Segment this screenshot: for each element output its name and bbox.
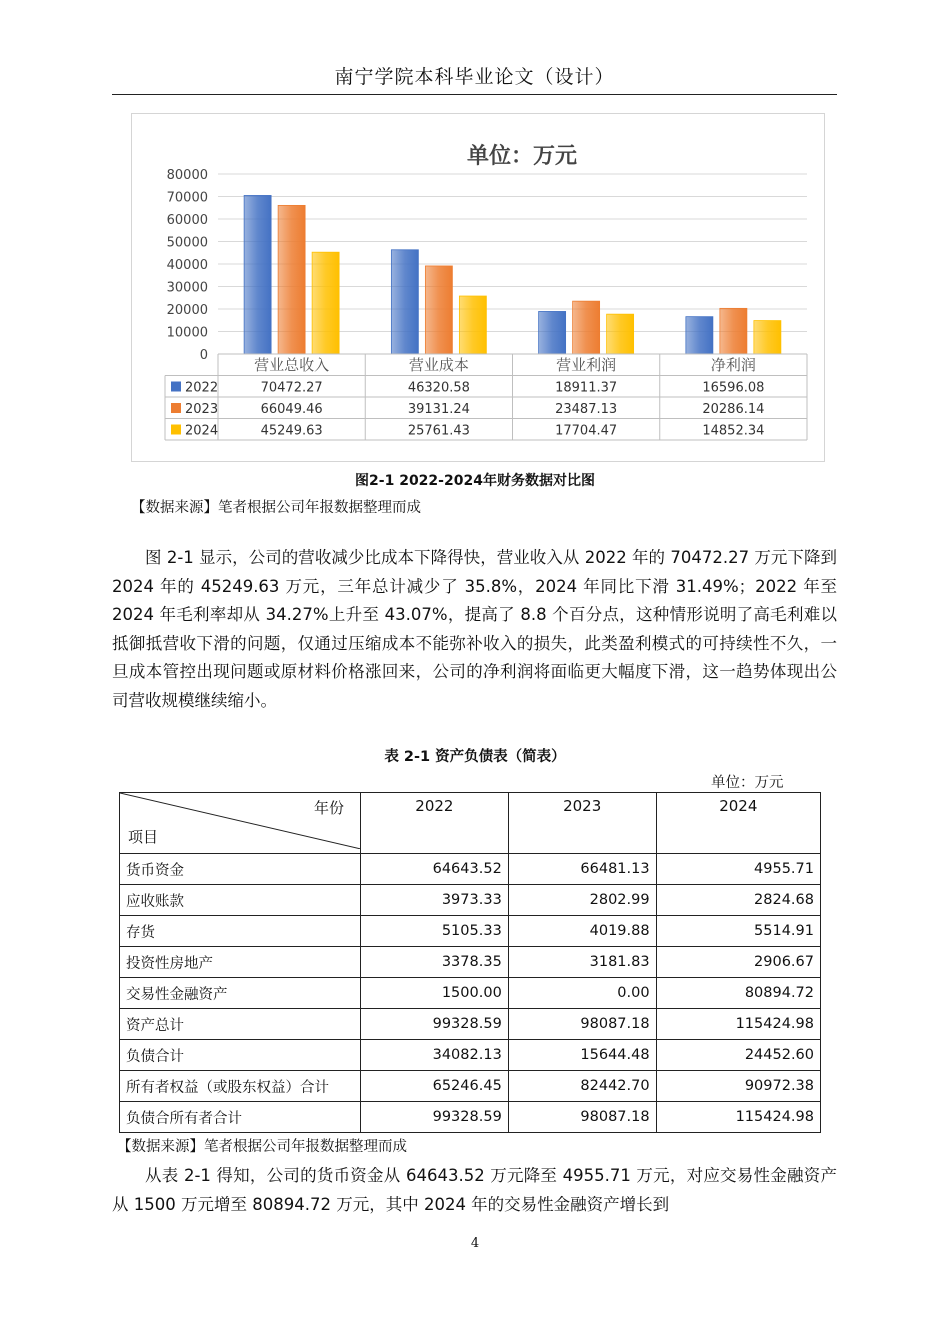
data-label: 39131.24 xyxy=(407,402,470,417)
row-value-2024: 4955.71 xyxy=(656,854,820,885)
row-item-label: 资产总计 xyxy=(120,1009,361,1040)
table-row xyxy=(120,947,821,978)
chart-title: 单位：万元 xyxy=(466,144,578,169)
legend-label-2022: 2022 xyxy=(185,380,219,396)
category-label: 营业利润 xyxy=(556,356,617,374)
data-label: 46320.58 xyxy=(407,380,470,396)
table-row xyxy=(120,1040,821,1071)
legend-label-2024: 2024 xyxy=(185,423,219,439)
category-label: 净利润 xyxy=(710,356,756,374)
data-label: 66049.46 xyxy=(260,402,323,417)
chart-canvas xyxy=(132,114,824,461)
figure-source-note: 【数据来源】笔者根据公司年报数据整理而成 xyxy=(131,500,421,516)
data-label: 16596.08 xyxy=(702,380,765,396)
legend-key-2022 xyxy=(171,382,181,392)
table-row xyxy=(120,916,821,947)
row-value-2024: 115424.98 xyxy=(656,1102,820,1133)
row-value-2024: 2824.68 xyxy=(656,885,820,916)
y-tick-label: 20000 xyxy=(166,303,208,318)
page-number: 4 xyxy=(470,1236,480,1251)
data-label: 18911.37 xyxy=(555,380,618,396)
row-value-2023: 98087.18 xyxy=(508,1102,656,1133)
header-rule xyxy=(112,94,837,95)
row-value-2023: 3181.83 xyxy=(508,947,656,978)
table-source-note: 【数据来源】笔者根据公司年报数据整理而成 xyxy=(117,1139,407,1155)
row-value-2023: 4019.88 xyxy=(508,916,656,947)
row-item-label: 所有者权益（或股东权益）合计 xyxy=(120,1071,361,1102)
table-row xyxy=(120,1071,821,1102)
row-value-2022: 99328.59 xyxy=(361,1009,509,1040)
bar-chart xyxy=(131,113,825,462)
paragraph-2: 从表 2-1 得知，公司的货币资金从 64643.52 万元降至 4955.71 万元，对应交易性金融资产从 1500 万元增至 80894.72 万元，其中 2024 年的交易性金融资产增长到 xyxy=(112,1166,837,1214)
row-value-2024: 24452.60 xyxy=(656,1040,820,1071)
paragraph-1: 图 2-1 显示，公司的营收减少比成本下降得快，营业收入从 2022 年的 70472.27 万元下降到 2024 年的 45249.63 万元，三年总计减少了 35.8%，2024 年同比下滑 31.49%；2022 年至 2024 年毛利率却从 34.27%上升至 43.07%，提高了 8.8 个百分点，这种情形说明了高毛利难以抵御抵营收下滑的问题，仅通过压缩成本不能弥补收入的损失，此类盈利模式的可持续性不久，一旦成本管控出现问题或原材料价格涨回来，公司的净利润将面临更大幅度下滑，这一趋势体现出公司营收规模继续缩小。 xyxy=(112,548,837,710)
bar-2023-3 xyxy=(720,308,747,354)
data-label: 25761.43 xyxy=(407,423,470,439)
y-tick-label: 50000 xyxy=(166,235,208,251)
table-row xyxy=(120,1102,821,1133)
bar-2022-1 xyxy=(391,250,418,354)
row-value-2023: 82442.70 xyxy=(508,1071,656,1102)
table-corner-cell xyxy=(120,793,361,854)
row-value-2022: 65246.45 xyxy=(361,1071,509,1102)
data-label: 45249.63 xyxy=(260,423,323,439)
table-row xyxy=(120,978,821,1009)
bar-2023-2 xyxy=(573,301,600,354)
row-item-label: 负债合计 xyxy=(120,1040,361,1071)
table-row xyxy=(120,1009,821,1040)
table-caption: 表 2-1 资产负债表（简表） xyxy=(384,749,566,765)
bar-2022-3 xyxy=(686,317,713,354)
table-row xyxy=(120,854,821,885)
row-value-2024: 90972.38 xyxy=(656,1071,820,1102)
y-tick-label: 70000 xyxy=(166,190,208,206)
row-item-label: 存货 xyxy=(120,916,361,947)
data-label: 14852.34 xyxy=(702,423,765,439)
y-tick-label: 40000 xyxy=(166,258,208,273)
bar-2024-3 xyxy=(754,321,781,354)
row-item-label: 负债合所有者合计 xyxy=(120,1102,361,1133)
data-label: 23487.13 xyxy=(555,402,618,417)
corner-year-label: 年份 xyxy=(313,799,344,817)
row-value-2024: 2906.67 xyxy=(656,947,820,978)
row-value-2022: 99328.59 xyxy=(361,1102,509,1133)
year-header-2024: 2024 xyxy=(656,793,820,854)
data-label: 20286.14 xyxy=(702,402,765,417)
row-value-2024: 5514.91 xyxy=(656,916,820,947)
category-label: 营业成本 xyxy=(408,356,469,374)
bar-2022-0 xyxy=(244,195,271,354)
row-item-label: 投资性房地产 xyxy=(120,947,361,978)
row-value-2023: 15644.48 xyxy=(508,1040,656,1071)
row-value-2023: 2802.99 xyxy=(508,885,656,916)
row-item-label: 货币资金 xyxy=(120,854,361,885)
table-row xyxy=(120,885,821,916)
bar-2024-0 xyxy=(312,252,339,354)
legend-key-2024 xyxy=(171,425,181,435)
figure-caption: 图2-1 2022-2024年财务数据对比图 xyxy=(355,473,595,489)
table-header-row xyxy=(120,793,821,854)
bar-2024-1 xyxy=(459,296,486,354)
row-value-2022: 1500.00 xyxy=(361,978,509,1009)
row-value-2022: 64643.52 xyxy=(361,854,509,885)
y-tick-label: 0 xyxy=(199,348,208,363)
row-value-2022: 3973.33 xyxy=(361,885,509,916)
row-value-2022: 5105.33 xyxy=(361,916,509,947)
row-value-2023: 0.00 xyxy=(508,978,656,1009)
bar-2023-1 xyxy=(425,266,452,354)
row-value-2023: 98087.18 xyxy=(508,1009,656,1040)
table-unit: 单位：万元 xyxy=(711,775,784,791)
year-header-2022: 2022 xyxy=(361,793,509,854)
row-value-2022: 34082.13 xyxy=(361,1040,509,1071)
bar-2023-0 xyxy=(278,205,305,354)
y-tick-label: 10000 xyxy=(166,325,208,341)
y-tick-label: 30000 xyxy=(166,280,208,296)
legend-key-2023 xyxy=(171,403,181,413)
row-value-2022: 3378.35 xyxy=(361,947,509,978)
category-label: 营业总收入 xyxy=(254,356,330,374)
data-label: 17704.47 xyxy=(555,423,618,439)
year-header-2023: 2023 xyxy=(508,793,656,854)
row-value-2024: 115424.98 xyxy=(656,1009,820,1040)
data-label: 70472.27 xyxy=(260,380,323,396)
legend-label-2023: 2023 xyxy=(185,402,219,417)
page-header: 南宁学院本科毕业论文（设计） xyxy=(334,66,615,88)
row-value-2024: 80894.72 xyxy=(656,978,820,1009)
y-tick-label: 60000 xyxy=(166,213,208,228)
y-tick-label: 80000 xyxy=(166,168,208,183)
row-item-label: 交易性金融资产 xyxy=(120,978,361,1009)
row-item-label: 应收账款 xyxy=(120,885,361,916)
corner-item-label: 项目 xyxy=(128,828,159,846)
balance-sheet-table xyxy=(119,792,821,1133)
bar-2024-2 xyxy=(607,314,634,354)
bar-2022-2 xyxy=(539,311,566,354)
row-value-2023: 66481.13 xyxy=(508,854,656,885)
